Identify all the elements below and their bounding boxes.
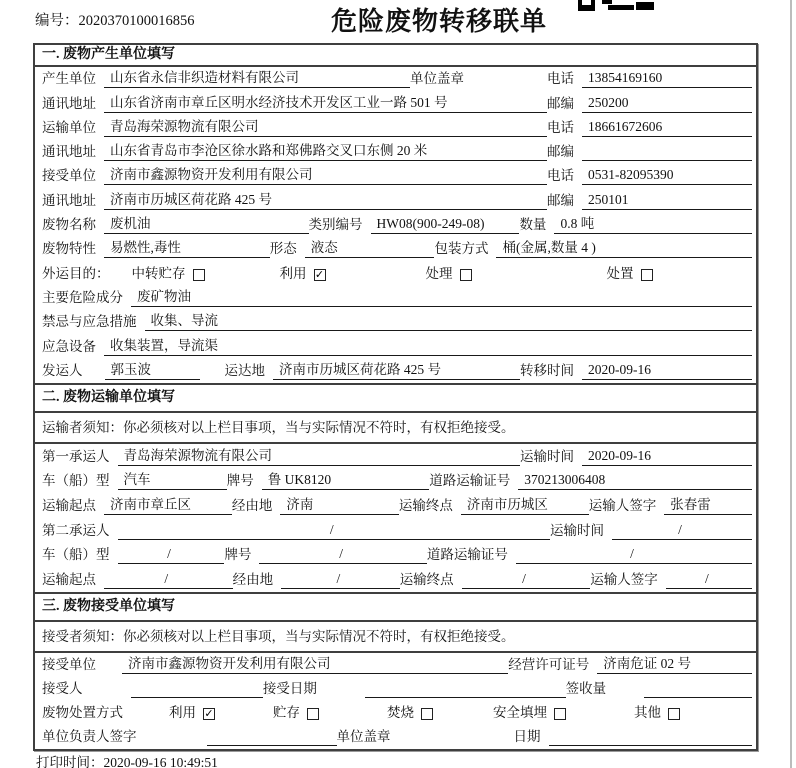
field-value: 2020-09-16	[582, 362, 752, 380]
section-title: 三. 废物接受单位填写	[35, 592, 756, 622]
checkbox-label: 处置	[606, 265, 634, 281]
checkbox-field	[273, 701, 319, 722]
checkbox-field	[426, 262, 472, 283]
checkbox-field	[387, 701, 433, 722]
field-label: 主要危险成分	[42, 289, 123, 305]
field-label: 运输起点	[42, 497, 96, 513]
field-label: 道路运输证号	[429, 473, 511, 489]
field-label: 通讯地址	[42, 192, 96, 208]
field-value: 液态	[305, 237, 435, 258]
checkbox-icon	[641, 269, 653, 281]
field-value: 0.8 吨	[554, 213, 752, 234]
checkbox-label: 其他	[634, 704, 661, 720]
form-row	[35, 310, 756, 334]
section-title: 二. 废物运输单位填写	[35, 383, 756, 413]
field-label: 包装方式	[434, 241, 489, 257]
field-label: 产生单位	[42, 71, 96, 87]
field-label: 运输时间	[550, 522, 604, 538]
field-label: 运输起点	[42, 571, 96, 587]
section-receiver	[35, 592, 756, 749]
checkbox-label: 利用	[169, 704, 196, 720]
field-label: 日期	[513, 728, 541, 744]
manifest-form	[33, 43, 758, 751]
field-label: 接受单位	[42, 168, 96, 184]
form-row	[35, 543, 756, 568]
field-label: 牌号	[226, 473, 254, 489]
form-row	[35, 444, 756, 469]
checkbox-field	[280, 262, 326, 283]
field-label: 类别编号	[308, 217, 363, 233]
field-value: 0531-82095390	[582, 167, 752, 185]
field-label: 单位盖章	[410, 71, 464, 87]
field-value: 济南市历城区荷花路 425 号	[273, 359, 520, 380]
field-value: 济南危证 02 号	[597, 653, 752, 674]
field-value: 250200	[582, 95, 752, 113]
field-label: 废物名称	[42, 217, 96, 233]
field-label: 牌号	[224, 547, 252, 563]
field-label: 废物处置方式	[42, 704, 123, 720]
form-row	[35, 653, 756, 677]
field-label: 单位负责人签字	[42, 728, 137, 744]
checkbox-field	[493, 701, 566, 722]
field-value: 济南市鑫源物资开发利用有限公司	[104, 164, 547, 185]
field-value: 桶(金属,数量 4 )	[496, 237, 752, 258]
field-label: 运输单位	[42, 119, 96, 135]
form-row	[35, 359, 756, 383]
form-row	[35, 518, 756, 543]
field-label: 电话	[547, 71, 574, 87]
checkbox-icon	[460, 269, 472, 281]
field-label: 邮编	[547, 144, 574, 160]
field-value: 济南市章丘区	[104, 493, 232, 515]
field-value: 山东省永信非织造材料有限公司	[104, 67, 410, 88]
checkbox-label: 贮存	[273, 704, 300, 720]
field-label: 运输人签字	[590, 571, 658, 587]
checkbox-label: 焚烧	[387, 704, 414, 720]
field-value: /	[281, 571, 400, 589]
field-label: 运输时间	[520, 448, 574, 464]
field-label: 运输终点	[399, 571, 454, 587]
checkbox-field	[132, 262, 205, 283]
field-label: 接受日期	[262, 680, 317, 696]
field-label: 发运人	[42, 362, 83, 378]
field-value: 废矿物油	[131, 286, 752, 307]
checkbox-label: 利用	[279, 265, 307, 281]
form-row	[35, 286, 756, 310]
field-value: 250101	[582, 192, 752, 210]
checkbox-label: 安全填埋	[493, 704, 547, 720]
field-label: 邮编	[547, 95, 574, 111]
field-value: /	[104, 571, 233, 589]
form-row	[35, 213, 756, 237]
field-value: 易燃性,毒性	[104, 237, 270, 258]
print-time-value: 2020-09-16 10:49:51	[103, 755, 218, 768]
field-value	[549, 744, 753, 746]
checkbox-icon	[307, 708, 319, 720]
field-value: /	[666, 571, 752, 589]
checkbox-label: 中转贮存	[131, 265, 186, 281]
serial-value: 2020370100016856	[78, 13, 195, 29]
field-label: 转移时间	[520, 362, 574, 378]
field-value: 收集装置，导流渠	[104, 334, 752, 355]
field-value: /	[462, 571, 591, 589]
field-value: /	[612, 522, 752, 540]
field-value: 张春雷	[664, 493, 752, 515]
field-label: 道路运输证号	[426, 547, 508, 563]
field-value: 收集、导流	[145, 310, 753, 331]
field-value	[131, 696, 263, 698]
print-time-label: 打印时间：	[36, 755, 104, 768]
field-label: 签收量	[565, 680, 607, 696]
field-label: 第二承运人	[42, 522, 110, 538]
field-label: 运达地	[224, 362, 265, 378]
form-row	[35, 237, 756, 261]
form-row	[35, 677, 756, 701]
section-title: 一. 废物产生单位填写	[35, 45, 756, 67]
checkbox-icon: ✓	[314, 268, 325, 281]
field-label: 数量	[519, 217, 547, 233]
field-value: 济南市鑫源物资开发利用有限公司	[122, 653, 508, 674]
field-value: 济南市历城区荷花路 425 号	[104, 188, 547, 209]
form-row	[35, 567, 756, 592]
field-value: 2020-09-16	[582, 448, 752, 466]
field-value: 汽车	[118, 469, 227, 491]
field-value: 370213006408	[518, 472, 752, 490]
serial-label: 编号：	[35, 13, 79, 29]
field-value	[207, 744, 337, 746]
field-value: 青岛海荣源物流有限公司	[118, 444, 521, 466]
form-row	[35, 725, 756, 749]
form-row	[35, 188, 756, 212]
field-label: 形态	[269, 241, 297, 257]
form-row	[35, 334, 756, 358]
field-value: 济南市历城区	[461, 493, 589, 515]
field-label: 车（船）型	[42, 473, 110, 489]
checkbox-icon	[668, 708, 680, 720]
checkbox-icon	[193, 269, 205, 281]
field-label: 电话	[547, 119, 574, 135]
field-label: 经由地	[231, 497, 273, 513]
form-row	[35, 164, 756, 188]
form-row	[35, 91, 756, 115]
section-transporter	[35, 383, 756, 592]
field-value	[644, 696, 752, 698]
field-label: 禁忌与应急措施	[42, 314, 137, 330]
print-timestamp	[36, 751, 218, 768]
field-label: 外运目的：	[42, 265, 110, 281]
field-label: 运输终点	[398, 497, 453, 513]
field-label: 通讯地址	[42, 144, 96, 160]
field-value: /	[259, 546, 426, 564]
checkbox-field	[169, 701, 215, 722]
form-row	[35, 67, 756, 91]
field-label: 接受人	[42, 680, 83, 696]
checkbox-field	[634, 701, 680, 722]
field-value: 郭玉波	[105, 359, 200, 380]
field-label: 运输人签字	[588, 497, 657, 513]
notice-text: 接受者须知：你必须核对以上栏目事项，当与实际情况不符时，有权拒绝接受。	[35, 622, 756, 653]
section-producer	[35, 45, 756, 383]
form-row	[35, 469, 756, 494]
field-label: 单位盖章	[336, 728, 391, 744]
field-value: 山东省济南市章丘区明水经济技术开发区工业一路 501 号	[104, 91, 547, 112]
field-value: HW08(900-249-08)	[371, 216, 520, 234]
checkbox-icon	[421, 708, 433, 720]
document-title: 危险废物转移联单	[331, 7, 548, 36]
field-value: /	[516, 546, 752, 564]
checkbox-icon	[554, 708, 566, 720]
field-label: 邮编	[547, 192, 574, 208]
field-label: 接受单位	[42, 656, 96, 672]
document-serial	[35, 9, 195, 30]
field-label: 经由地	[232, 571, 274, 587]
field-value: 山东省青岛市李沧区徐水路和郑佛路交叉口东侧 20 米	[104, 140, 547, 161]
checkbox-field	[607, 262, 653, 283]
form-row	[35, 493, 756, 518]
checkbox-icon: ✓	[204, 707, 214, 720]
field-value: 鲁 UK8120	[262, 469, 430, 491]
field-value	[582, 159, 752, 161]
field-value: /	[118, 522, 551, 540]
field-value: 济南	[280, 493, 398, 515]
form-row	[35, 701, 756, 725]
field-label: 通讯地址	[42, 95, 96, 111]
form-row	[35, 261, 756, 285]
form-row	[35, 116, 756, 140]
field-value	[365, 696, 566, 698]
page-edge-line	[790, 0, 792, 768]
field-label: 电话	[547, 168, 574, 184]
field-value: 13854169160	[582, 70, 752, 88]
field-label: 经营许可证号	[508, 656, 590, 672]
field-label: 车（船）型	[42, 547, 110, 563]
checkbox-label: 处理	[425, 265, 453, 281]
field-label: 第一承运人	[42, 448, 110, 464]
form-row	[35, 140, 756, 164]
field-value: 青岛海荣源物流有限公司	[104, 116, 547, 137]
field-value: 18661672606	[582, 119, 752, 137]
field-label: 废物特性	[42, 241, 96, 257]
notice-text: 运输者须知：你必须核对以上栏目事项，当与实际情况不符时，有权拒绝接受。	[35, 413, 756, 444]
field-label: 应急设备	[42, 338, 96, 354]
qr-code-fragment	[578, 0, 656, 11]
field-value: /	[118, 546, 225, 564]
field-value: 废机油	[104, 213, 309, 234]
